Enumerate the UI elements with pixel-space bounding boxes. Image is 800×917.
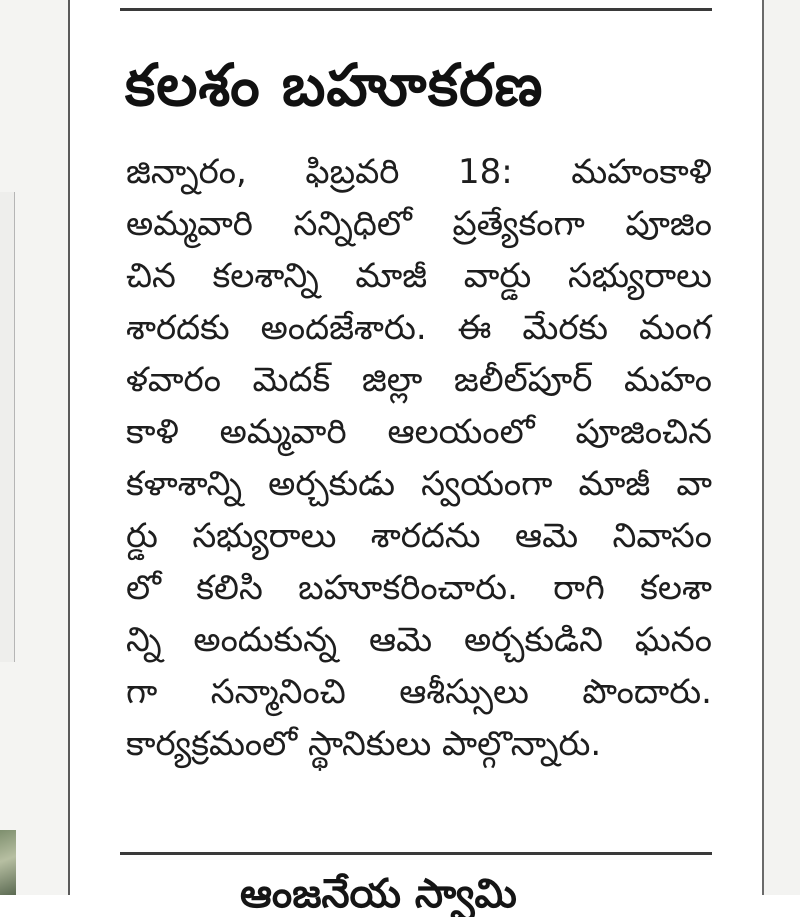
article-headline: కలశం బహూకరణ (125, 51, 544, 119)
article-line: శారదకు అందజేశారు. ఈ మేరకు మంగ (126, 308, 712, 348)
adjacent-clipping-edge (0, 192, 15, 662)
article-line: చిన కలశాన్ని మాజీ వార్డు సభ్యురాలు (126, 256, 712, 296)
article-line: లో కలిసి బహూకరించారు. రాగి కలశా (126, 568, 712, 608)
adjacent-column-right (764, 0, 800, 895)
article-top-rule (120, 8, 712, 11)
column-left-border (68, 0, 70, 895)
article-line: ర్డు సభ్యురాలు శారదను ఆమె నివాసం (126, 516, 712, 556)
article-line: న్ని అందుకున్న ఆమె అర్చకుడిని ఘనం (126, 620, 712, 660)
next-article-headline-text: ఆంజనేయ స్వామి (240, 871, 517, 917)
article-body (126, 146, 712, 770)
article-line: కాళి అమ్మవారి ఆలయంలో పూజించిన (126, 412, 712, 452)
article-line: కళాశాన్ని అర్చకుడు స్వయంగా మాజీ వా (126, 464, 712, 504)
article-line: గా సన్మానించి ఆశీస్సులు పొందారు. (126, 672, 712, 712)
article-line: అమ్మవారి సన్నిధిలో ప్రత్యేకంగా పూజిం (126, 204, 712, 244)
adjacent-column-left (0, 0, 68, 895)
article-line: జిన్నారం, ఫిబ్రవరి 18: మహంకాళి (126, 152, 712, 192)
article-bottom-rule (120, 852, 712, 855)
article-line: కార్యక్రమంలో స్థానికులు పాల్గొన్నారు. (126, 724, 602, 764)
adjacent-photo-fragment (0, 830, 16, 895)
article-line: ళవారం మెదక్ జిల్లా జలీల్‌పూర్ మహం (126, 360, 712, 400)
next-article-headline (240, 871, 600, 917)
